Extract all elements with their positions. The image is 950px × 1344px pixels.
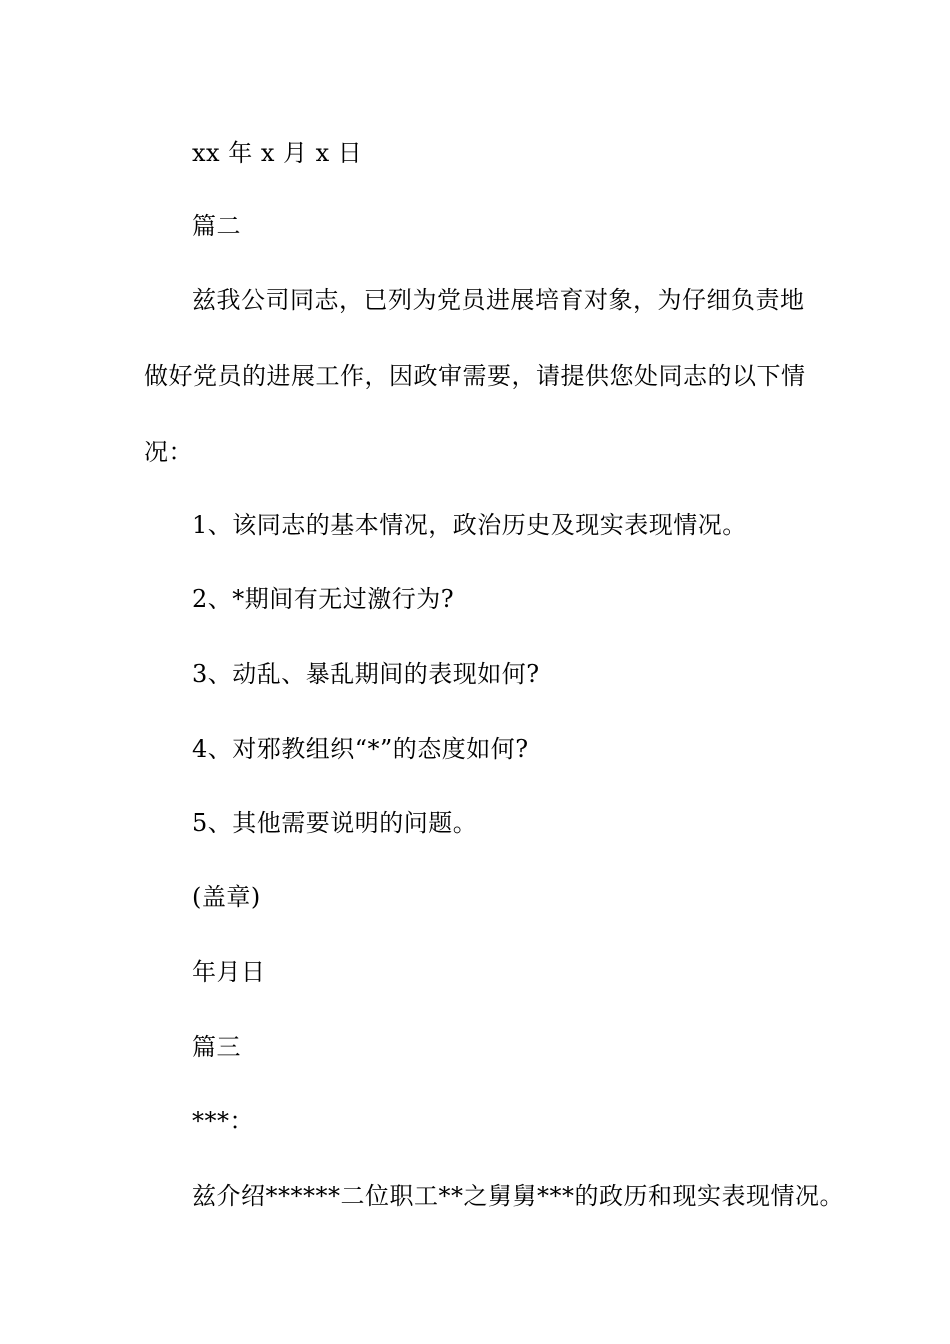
section-heading-3: 篇三 xyxy=(192,1033,241,1061)
paragraph-line: 兹介绍******二位职工**之舅舅***的政历和现实表现情况。 xyxy=(192,1182,844,1210)
list-item: 3、动乱、暴乱期间的表现如何? xyxy=(192,660,540,688)
date-line: xx 年 x 月 x 日 xyxy=(192,139,363,167)
paragraph-line: 做好党员的进展工作，因政审需要，请提供您处同志的以下情 xyxy=(144,362,806,390)
section-heading-2: 篇二 xyxy=(192,212,241,240)
list-item: 4、对邪教组织“*”的态度如何? xyxy=(192,735,529,763)
seal-line: (盖章) xyxy=(192,883,261,911)
list-item: 1、该同志的基本情况，政治历史及现实表现情况。 xyxy=(192,511,747,539)
date-line: 年月日 xyxy=(192,958,266,986)
paragraph-line: 兹我公司同志，已列为党员进展培育对象，为仔细负责地 xyxy=(192,286,805,314)
paragraph-line: 况： xyxy=(144,438,193,466)
list-item: 5、其他需要说明的问题。 xyxy=(192,809,478,837)
list-item: 2、*期间有无过激行为? xyxy=(192,585,455,613)
salutation-line: ***： xyxy=(192,1107,254,1135)
